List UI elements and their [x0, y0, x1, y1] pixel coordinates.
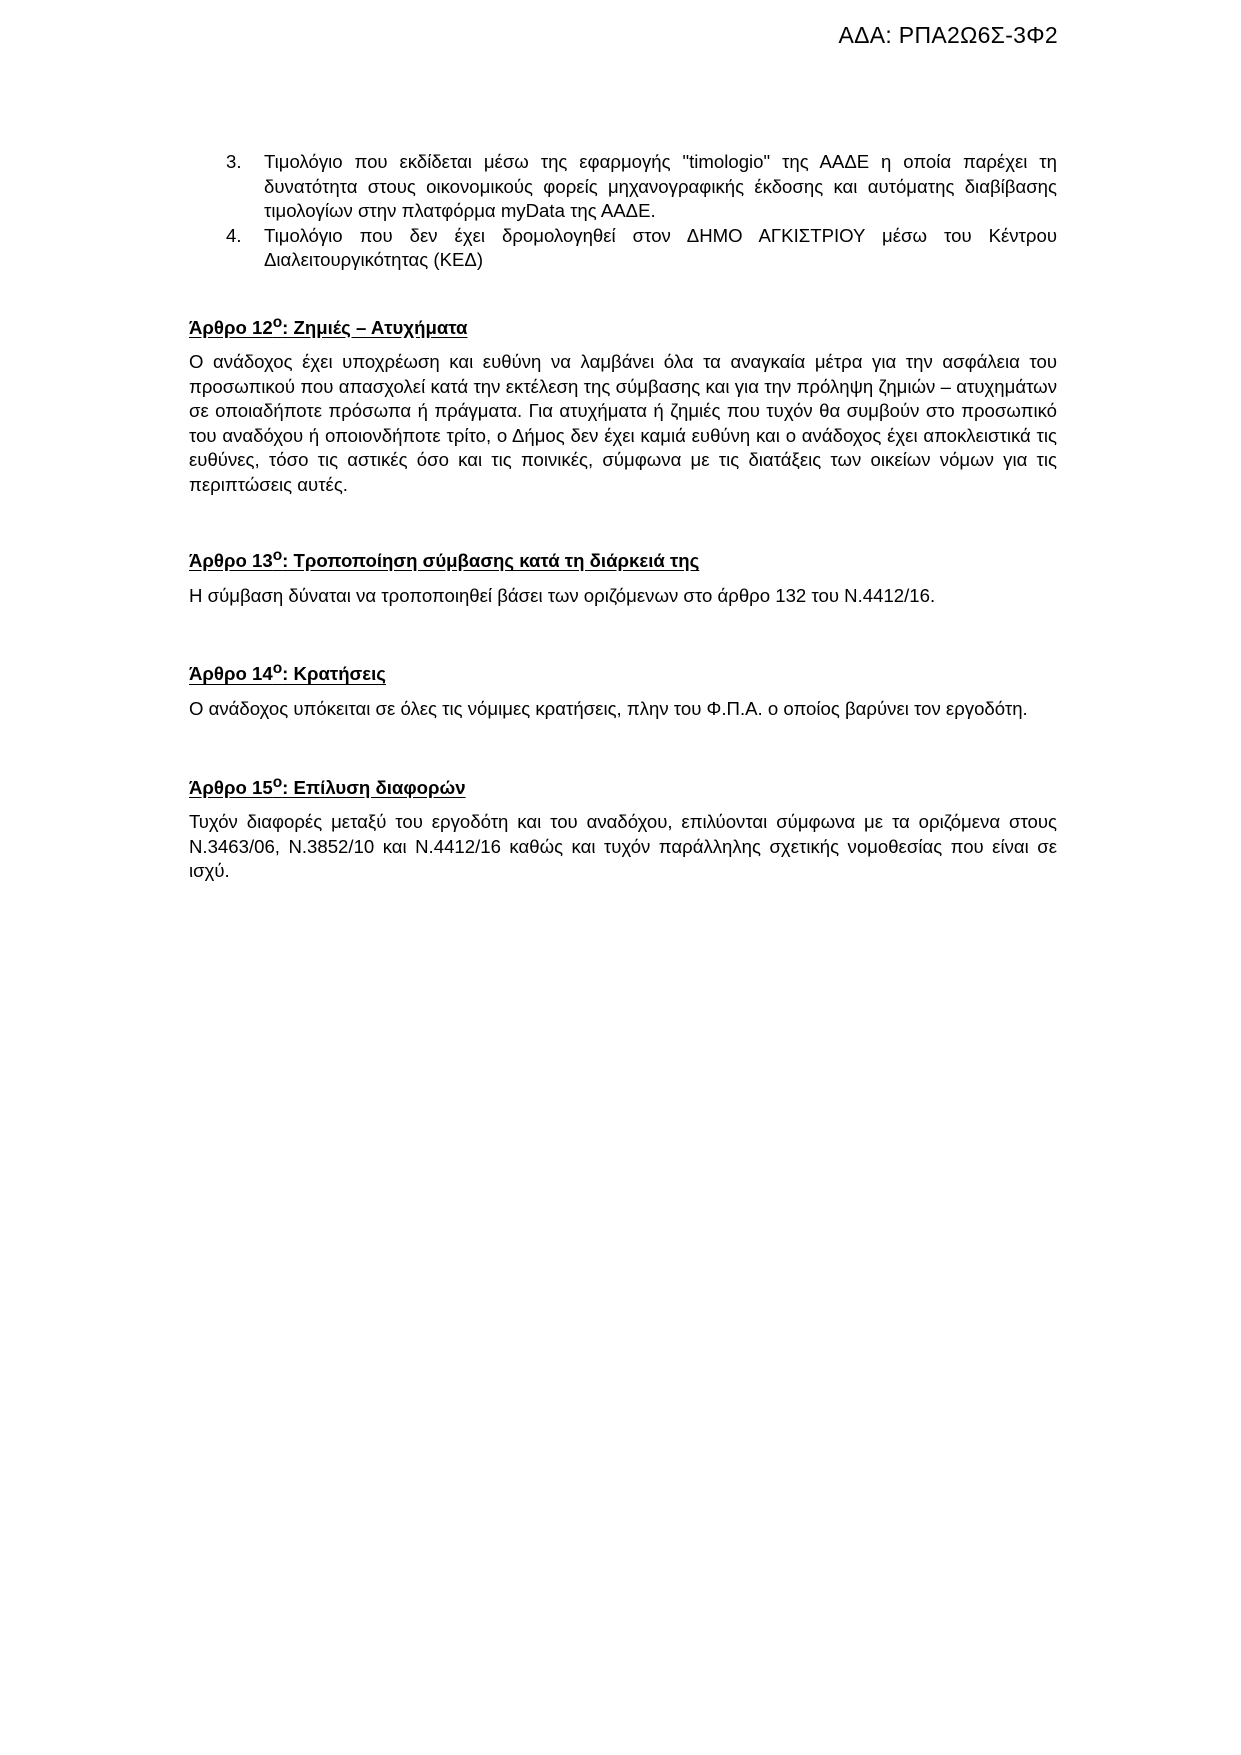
- document-body: [189, 150, 1057, 884]
- article-body: Η σύμβαση δύναται να τροποποιηθεί βάσει των οριζόμενων στο άρθρο 132 του Ν.4412/16.: [189, 584, 936, 606]
- article-number: Άρθρο 15: [189, 776, 273, 798]
- ada-code: ΑΔΑ: ΡΠΑ2Ω6Σ-3Φ2: [838, 22, 1058, 48]
- list-item-text: Τιμολόγιο που δεν έχει δρομολογηθεί στον ΔΗΜΟ ΑΓΚΙΣΤΡΙΟΥ μέσω του Κέντρου Διαλειτουργικότητας (ΚΕΔ): [264, 224, 1057, 270]
- numbered-list: [189, 150, 1057, 273]
- article-body: Ο ανάδοχος έχει υποχρέωση και ευθύνη να λαμβάνει όλα τα αναγκαία μέτρα για την ασφάλεια του προσωπικού που απασχολεί κατά την εκτέλεση της σύμβασης και για την πρόληψη ζημιών – ατυχημάτων σε οποιαδήποτε πρόσωπα ή πράγματα. Για ατυχήματα ή ζημιές που τυχόν θα συμβούν στο προσωπικό του αναδόχου ή οποιονδήποτε τρίτο, ο Δήμος δεν έχει καμιά ευθύνη και ο ανάδοχος έχει αποκλειστικά τις ευθύνες, τόσο τις αστικές όσο και τις ποινικές, σύμφωνα με τις διατάξεις των οικείων νόμων για τις περιπτώσεις αυτές.: [189, 351, 1057, 495]
- article-ordinal: ο: [272, 313, 283, 331]
- article-12: [189, 311, 1057, 498]
- article-heading: [189, 771, 1057, 801]
- article-13: [189, 544, 1057, 608]
- list-item: [189, 150, 1057, 224]
- article-title: : Τροποποίηση σύμβασης κατά τη διάρκειά της: [282, 550, 700, 572]
- article-14: [189, 657, 1057, 721]
- article-ordinal: ο: [272, 547, 283, 565]
- article-number: Άρθρο 13: [189, 550, 273, 572]
- article-number: Άρθρο 14: [189, 663, 273, 685]
- article-ordinal: ο: [272, 773, 283, 791]
- article-ordinal: ο: [272, 660, 283, 678]
- article-body: Ο ανάδοχος υπόκειται σε όλες τις νόμιμες κρατήσεις, πλην του Φ.Π.Α. ο οποίος βαρύνει τον εργοδότη.: [189, 698, 1028, 720]
- article-15: [189, 771, 1057, 884]
- article-body: Τυχόν διαφορές μεταξύ του εργοδότη και του αναδόχου, επιλύονται σύμφωνα με τα οριζόμενα στους Ν.3463/06, Ν.3852/10 και Ν.4412/16 καθώς και τυχόν παράλληλης σχετικής νομοθεσίας που είναι σε ισχύ.: [189, 811, 1057, 882]
- list-item: [189, 224, 1057, 273]
- article-heading: [189, 657, 1057, 687]
- article-title: : Ζημιές – Ατυχήματα: [282, 316, 468, 338]
- list-item-number: 4.: [226, 224, 242, 246]
- article-number: Άρθρο 12: [189, 316, 273, 338]
- article-heading: [189, 311, 1057, 341]
- list-item-number: 3.: [226, 151, 242, 172]
- list-item-text: Τιμολόγιο που εκδίδεται μέσω της εφαρμογής "timologio" της ΑΑΔΕ η οποία παρέχει τη δυνατότητα στους οικονομικούς φορείς μηχανογραφικής έκδοσης και αυτόματης διαβίβασης τιμολογίων στην πλατφόρμα myData της ΑΑΔΕ.: [264, 151, 1057, 221]
- article-heading: [189, 544, 1057, 574]
- article-title: : Κρατήσεις: [282, 663, 386, 685]
- article-title: : Επίλυση διαφορών: [282, 776, 466, 798]
